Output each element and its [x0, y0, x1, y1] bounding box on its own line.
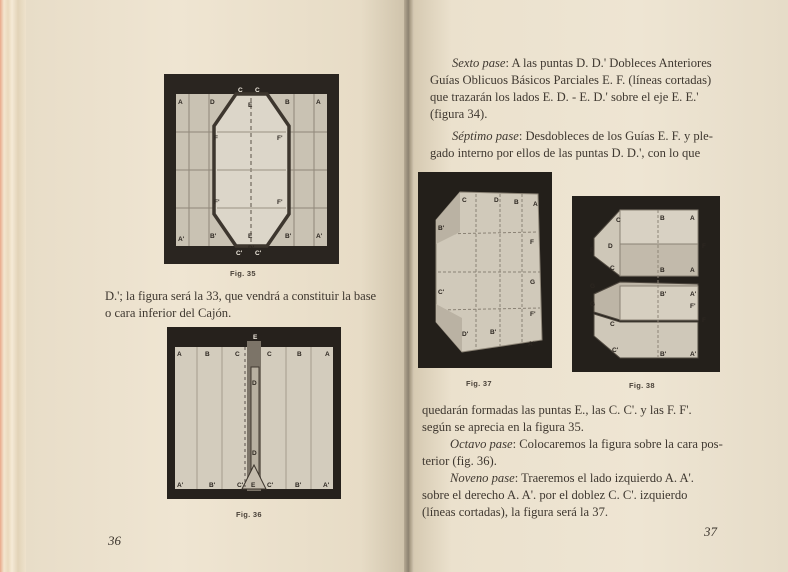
fig35-label: B' — [285, 233, 292, 240]
text-line: que trazarán los lados E. D. - E. D.' sobre el eje E. E.' — [430, 90, 699, 104]
fig35-label: A' — [178, 236, 185, 243]
fig38-label: F — [590, 247, 594, 254]
fig36-label: A — [177, 351, 182, 358]
fig37-label: G — [530, 279, 536, 286]
figure-36-caption: Fig. 36 — [236, 510, 262, 519]
fig38-label: F' — [690, 303, 696, 310]
fig38-label: C' — [612, 347, 619, 354]
fig36-label: E — [251, 482, 256, 489]
fig37-label: B' — [490, 329, 497, 336]
fig35-label: C' — [255, 250, 262, 257]
fig38-label: A — [690, 215, 695, 222]
fig36-label: E — [253, 334, 258, 341]
fig38-label: G — [590, 283, 596, 290]
text-line: terior (fig. 36). — [422, 454, 497, 468]
fig35-label: A' — [316, 233, 323, 240]
text-line: (figura 34). — [430, 107, 488, 121]
fig38-label: F — [702, 317, 706, 324]
text-line: quedarán formadas las puntas E., las C. C'. y las F. F'. — [422, 403, 692, 417]
step-label: Séptimo pase — [452, 129, 519, 143]
fig36-label: A' — [177, 482, 184, 489]
fig35-label: D — [210, 99, 215, 106]
fig38-label: B' — [660, 351, 667, 358]
fig36-label: C — [267, 351, 272, 358]
fig36-label: A' — [323, 482, 330, 489]
fig35-label: C' — [236, 250, 243, 257]
paragraph-septimo-pase — [430, 128, 740, 162]
paragraph-noveno-pase — [422, 470, 732, 521]
page-number-right: 37 — [704, 524, 717, 539]
fig35-label: A — [178, 99, 183, 106]
text-line — [422, 436, 732, 453]
left-page — [26, 0, 406, 572]
paragraph-result — [422, 402, 732, 436]
text-line: gado interno por ellos de las puntas D. D.', con lo que — [430, 146, 701, 160]
fig36-label: D — [252, 450, 257, 457]
text-line: (líneas cortadas), la figura será la 37. — [422, 505, 609, 519]
fig38-label: A' — [690, 351, 697, 358]
fig38-label: C — [610, 265, 615, 272]
fig38-label: B — [660, 267, 665, 274]
fig36-label: B — [205, 351, 210, 358]
fig35-label: E — [248, 233, 253, 240]
fig36-label: A — [325, 351, 330, 358]
text-fragment: : Colocaremos la figura sobre la cara pos- — [512, 437, 723, 451]
paragraph-sexto-pase — [430, 55, 740, 123]
fig37-label: C — [462, 197, 467, 204]
fig38-label: C — [610, 321, 615, 328]
fig36-label: C — [235, 351, 240, 358]
fig35-label: F — [214, 135, 218, 142]
fig36-label: C' — [237, 482, 244, 489]
fig37-label: B — [514, 199, 519, 206]
fig37-label: A — [533, 201, 538, 208]
fig35-label: D' — [248, 245, 255, 252]
right-page — [414, 0, 788, 572]
fig38-label: A' — [690, 291, 697, 298]
page-number-left: 36 — [108, 533, 121, 548]
fig37-label: A' — [528, 341, 535, 348]
figure-37-caption: Fig. 37 — [466, 379, 492, 388]
fig37-label: D' — [462, 331, 469, 338]
fig36-label: D — [252, 380, 257, 387]
fig38-label: B' — [660, 291, 667, 298]
step-label: Sexto pase — [452, 56, 506, 70]
fig38-label: C — [616, 217, 621, 224]
fig35-label: C — [238, 87, 243, 94]
fig35-label: B — [285, 99, 290, 106]
fig35-label: B' — [210, 233, 217, 240]
fig36-label: B' — [209, 482, 216, 489]
fig35-label: A — [316, 99, 321, 106]
paragraph-octavo-pase — [422, 436, 732, 470]
figure-36-photo — [167, 327, 341, 499]
fig38-label: D — [608, 243, 613, 250]
book-gutter — [404, 0, 414, 572]
fig35-label: F' — [277, 135, 283, 142]
fig38-label: G — [590, 301, 596, 308]
fig37-label: D — [494, 197, 499, 204]
fig37-label: F — [530, 239, 534, 246]
fig37-label: C' — [438, 289, 445, 296]
fig35-label: F' — [277, 199, 283, 206]
text-line: o cara inferior del Cajón. — [105, 306, 232, 320]
fig38-label: B — [660, 215, 665, 222]
text-fragment: : Traeremos el lado izquierdo A. A'. — [514, 471, 694, 485]
step-label: Noveno pase — [450, 471, 515, 485]
page-edges — [0, 0, 26, 572]
fig36-label: B' — [295, 482, 302, 489]
fig37-label: B' — [438, 225, 445, 232]
fig38-label: F — [702, 243, 706, 250]
text-line — [430, 128, 740, 145]
fig36-label: C' — [267, 482, 274, 489]
text-line — [422, 470, 732, 487]
fig35-label: E — [248, 102, 253, 109]
left-body-text — [105, 288, 395, 322]
text-line: sobre el derecho A. A'. por el doblez C. C'. izquierdo — [422, 488, 688, 502]
text-line: Guías Oblicuos Básicos Parciales E. F. (líneas cortadas) — [430, 73, 712, 87]
fig35-label: F' — [214, 199, 220, 206]
fig35-label: C — [255, 87, 260, 94]
text-fragment: : Desdobleces de los Guías E. F. y ple- — [518, 129, 713, 143]
figure-38-caption: Fig. 38 — [629, 381, 655, 390]
figure-35-caption: Fig. 35 — [230, 269, 256, 278]
figure-38-photo — [572, 196, 720, 372]
text-line — [430, 55, 740, 72]
figure-35-photo — [164, 74, 339, 264]
fig38-label: A — [690, 267, 695, 274]
text-fragment: : A las puntas D. D.' Dobleces Anteriores — [505, 56, 712, 70]
figure-37-photo — [418, 172, 552, 368]
step-label: Octavo pase — [450, 437, 513, 451]
text-line: D.'; la figura será la 33, que vendrá a constituir la base — [105, 289, 377, 303]
fig37-label: F' — [530, 311, 536, 318]
text-line: según se aprecia en la figura 35. — [422, 420, 584, 434]
fig36-label: B — [297, 351, 302, 358]
